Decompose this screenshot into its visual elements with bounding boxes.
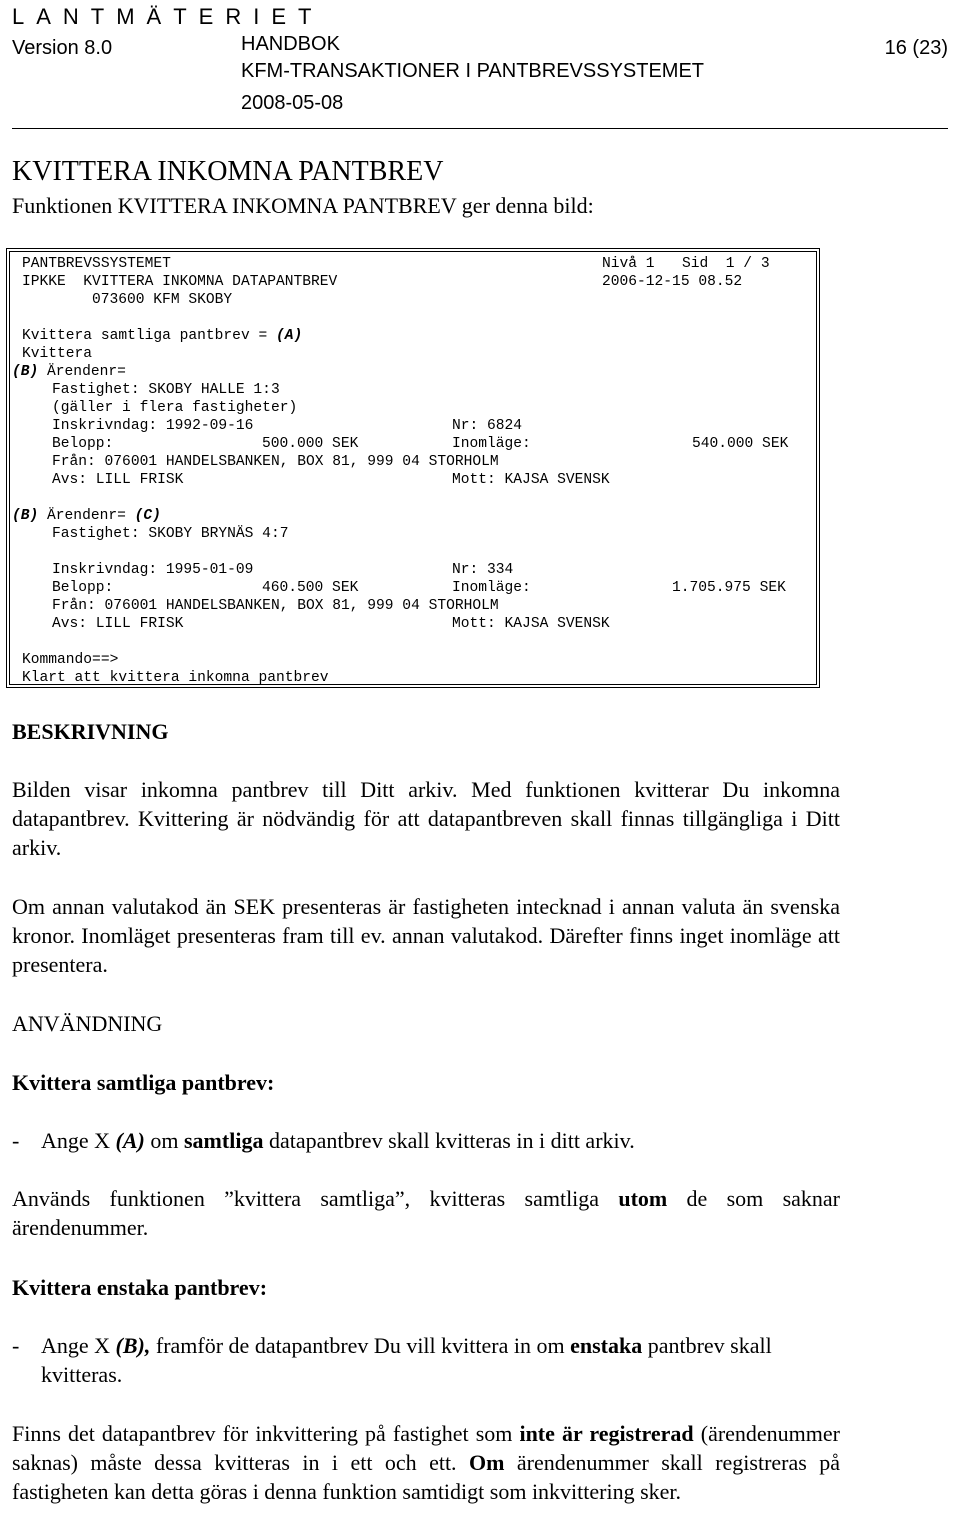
text-run-bold: Om [468,1450,505,1475]
beskrivning-paragraph-1: Bilden visar inkomna pantbrev till Ditt arkiv. Med funktionen kvitterar Du inkomna datapantbrev. Kvittering är nödvändig för att datapantbreven skall finnas tillgängliga i Ditt arkiv. [12,777,840,860]
beskrivning-heading: BESKRIVNING [12,719,169,744]
version-label: Version 8.0 [12,37,113,59]
record-2-belopp: 460.500 SEK [262,580,359,596]
record-2-arende-field[interactable]: (C) [134,508,161,524]
record-1-arende-label: Ärendenr= [38,364,126,380]
record-2-nr: Nr: 334 [452,562,514,578]
text-run: framför de datapantbrev Du vill kvittera in om [150,1333,571,1358]
record-2-belopp-label: Belopp: [52,580,114,596]
record-1-select-field[interactable]: (B) [12,364,39,380]
finns-paragraph [12,1419,840,1506]
kvittera-samtliga-row [22,327,302,345]
text-run-bold: utom [618,1186,668,1211]
text-run: (ärendenummer saknas) måste dessa kvitteras in i ett och ett. [12,1421,841,1475]
record-1-fran: Från: 076001 HANDELSBANKEN, BOX 81, 999 04 STORHOLM [52,454,499,470]
text-run-bold: samtliga [184,1128,264,1153]
record-2-avs: Avs: LILL FRISK [52,616,184,632]
record-1-mott: Mott: KAJSA SVENSK [452,472,610,488]
record-2-inomlage: 1.705.975 SEK [672,580,786,596]
text-run: de som saknar ärendenummer. [12,1186,840,1240]
record-1-fastighet: Fastighet: SKOBY HALLE 1:3 [52,382,280,398]
screen-page: Sid 1 / 3 [682,256,770,272]
text-run: Ange X [41,1333,116,1358]
record-1-inskrivndag: Inskrivndag: 1992-09-16 [52,418,254,434]
record-2-inskrivndag: Inskrivndag: 1995-01-09 [52,562,254,578]
kvittera-samtliga-field[interactable]: (A) [275,328,303,344]
record-2-arende-label: Ärendenr= [38,508,135,524]
enstaka-heading: Kvittera enstaka pantbrev: [12,1275,268,1300]
samtliga-heading: Kvittera samtliga pantbrev: [12,1070,275,1095]
enstaka-instruction [41,1331,841,1389]
transaction-name: IPKKE KVITTERA INKOMNA DATAPANTBREV [22,274,338,290]
terminal-screen [6,248,820,688]
record-1-inomlage-label: Inomläge: [452,436,531,452]
system-name: PANTBREVSSYSTEMET [22,256,171,272]
text-run: pantbrev skall kvitteras. [41,1333,772,1387]
record-2-select-field[interactable]: (B) [12,508,39,524]
anvandning-heading: ANVÄNDNING [12,1011,163,1036]
page-number: 16 (23) [884,37,948,59]
record-1-nr: Nr: 6824 [452,418,523,434]
text-run-bold: enstaka [570,1333,643,1358]
record-1-belopp: 500.000 SEK [262,436,359,452]
record-2-fastighet: Fastighet: SKOBY BRYNÄS 4:7 [52,526,289,542]
record-2-fran: Från: 076001 HANDELSBANKEN, BOX 81, 999 04 STORHOLM [52,598,499,614]
document-type: HANDBOK [241,33,340,55]
status-message: Klart att kvittera inkomna pantbrev [22,670,329,686]
text-run: Ange X [41,1128,116,1153]
text-run: om [144,1128,184,1153]
header-divider [12,128,948,129]
record-2-mott: Mott: KAJSA SVENSK [452,616,610,632]
screen-datetime: 2006-12-15 08.52 [602,274,743,290]
document-date: 2008-05-08 [241,92,344,114]
beskrivning-paragraph-2: Om annan valutakod än SEK presenteras är fastigheten intecknad i annan valuta än svenska kronor. Inomläget presenteras fram till ev. annan valutakod. Därefter finns inget inomläge att presentera. [12,894,840,977]
text-run: Används funktionen ”kvittera samtliga”, kvitteras samtliga [12,1186,619,1211]
record-2-inomlage-label: Inomläge: [452,580,531,596]
document-title: KFM-TRANSAKTIONER I PANTBREVSSYSTEMET [241,60,705,82]
record-2-header [12,507,161,525]
record-1-inomlage: 540.000 SEK [692,436,789,452]
record-1-belopp-label: Belopp: [52,436,114,452]
text-run-emphasis: (A) [115,1128,145,1153]
samtliga-dash: - [12,1128,20,1153]
kvittera-samtliga-label: Kvittera samtliga pantbrev = [22,328,276,344]
organization-name: LANTMÄTERIET [12,4,324,29]
samtliga-note [12,1184,840,1242]
samtliga-instruction [41,1126,841,1155]
text-run: Finns det datapantbrev för inkvittering på fastighet som [12,1421,520,1446]
enstaka-dash: - [12,1333,20,1358]
text-run-bold: inte är registrerad [519,1421,694,1446]
record-1-header [12,363,126,381]
text-run: datapantbrev skall kvitteras in i ditt arkiv. [263,1128,635,1153]
level-indicator: Nivå 1 [602,256,655,272]
office-code: 073600 KFM SKOBY [92,292,233,308]
page-title: KVITTERA INKOMNA PANTBREV [12,156,444,187]
text-run-emphasis: (B), [115,1333,151,1358]
text-run: ärendenummer skall registreras på fastigheten kan detta göras i denna funktion samtidigt som inkvittering sker. [12,1450,841,1504]
page-subtitle: Funktionen KVITTERA INKOMNA PANTBREV ger denna bild: [12,193,594,218]
command-input[interactable]: Kommando==> [22,652,119,668]
kvittera-label: Kvittera [22,346,93,362]
record-1-note: (gäller i flera fastigheter) [52,400,298,416]
record-1-avs: Avs: LILL FRISK [52,472,184,488]
